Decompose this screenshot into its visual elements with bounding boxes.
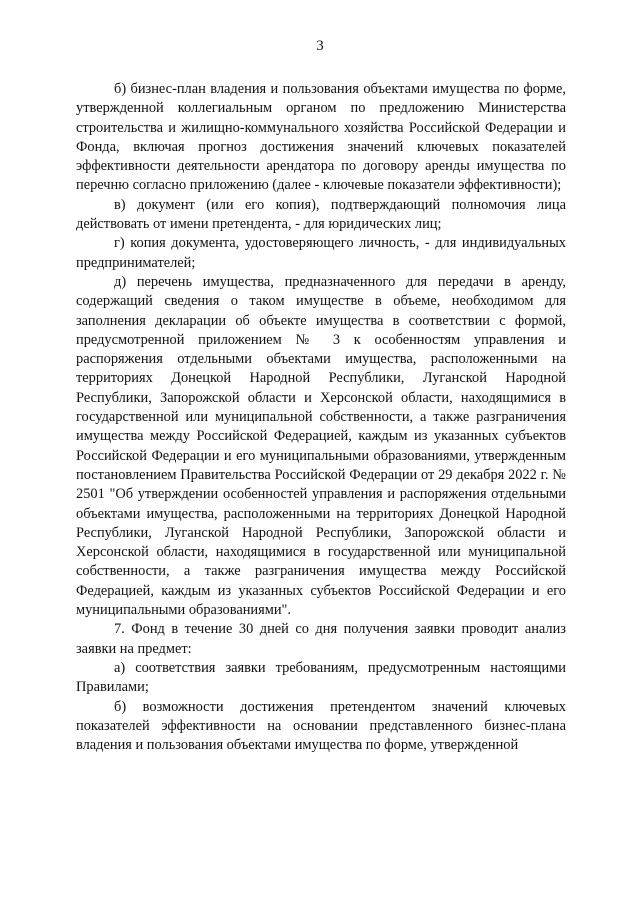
paragraph-b-business-plan: б) бизнес-план владения и пользования объектами имущества по форме, утвержденной коллегиальным органом по предложению Министерства строительства и жилищно-коммунального хозяйства Российской Федерации и Фонда, включая прогноз достижения значений ключевых показателей эффективности деятельности арендатора по договору аренды имущества по перечню согласно приложению (далее - ключевые показатели эффективности); xyxy=(76,81,566,194)
paragraph-v-authority-document: в) документ (или его копия), подтверждающий полномочия лица действовать от имени претендента, - для юридических лиц; xyxy=(76,196,566,233)
document-body xyxy=(76,80,566,755)
paragraph-7-fund-analysis: 7. Фонд в течение 30 дней со дня получения заявки проводит анализ заявки на предмет: xyxy=(76,621,566,657)
paragraph-g-identity-copy: г) копия документа, удостоверяющего личность, - для индивидуальных предпринимателей; xyxy=(76,235,566,271)
page-number: 3 xyxy=(316,38,324,54)
paragraph-a-compliance: а) соответствия заявки требованиям, предусмотренным настоящими Правилами; xyxy=(76,659,566,696)
paragraph-b-kpi-feasibility: б) возможности достижения претендентом значений ключевых показателей эффективности на основании представленного бизнес-плана владения и пользования объектами имущества по форме, утвержденной xyxy=(76,698,566,754)
paragraph-d-property-list: д) перечень имущества, предназначенного для передачи в аренду, содержащий сведения о таком имуществе в объеме, необходимом для заполнения декларации об объекте имущества в соответствии с формой, предусмотренной приложением № 3 к особенностям управления и распоряжения отдельными объектами имущества, расположенными на территориях Донецкой Народной Республики, Луганской Народной Республики, Запорожской области и Херсонской области, находящимися в государственной или муниципальной собственности, а также разграничения имущества между Российской Федерацией, каждым из указанных субъектов Российской Федерации и его муниципальными образованиями, утвержденным постановлением Правительства Российской Федерации от 29 декабря 2022 г. № 2501 "Об утверждении особенностей управления и распоряжения отдельными объектами имущества, расположенными на территориях Донецкой Народной Республики, Луганской Народной Республики, Запорожской области и Херсонской области, находящимися в государственной или муниципальной собственности, а также разграничения имущества между Российской Федерацией, каждым из указанных субъектов Российской Федерации и его муниципальными образованиями". xyxy=(76,273,566,619)
